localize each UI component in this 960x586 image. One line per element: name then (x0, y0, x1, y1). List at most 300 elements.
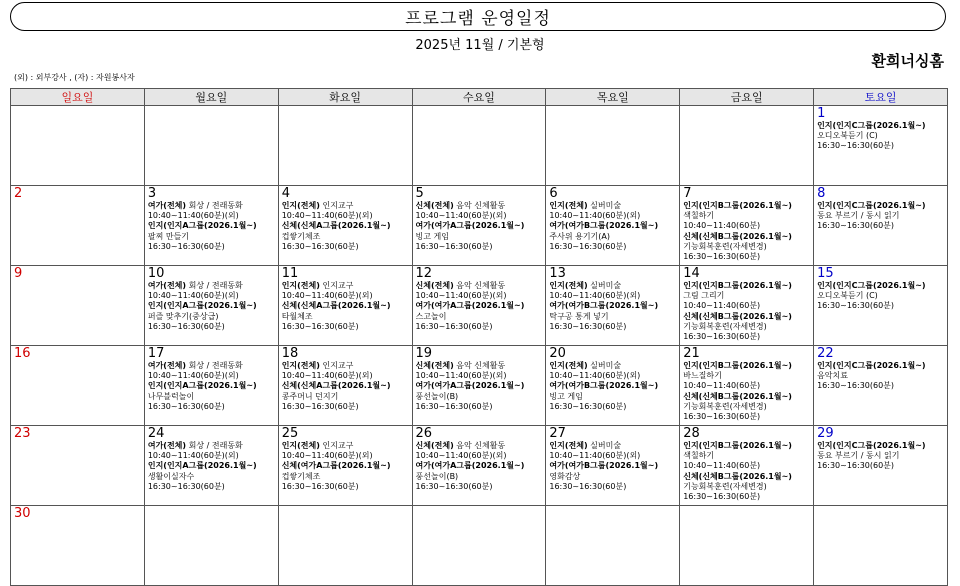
program-line (282, 312, 412, 322)
day-cell (278, 186, 412, 266)
program-detail: 16:30~16:30(60분) (415, 401, 493, 411)
program-line (148, 361, 278, 371)
program-line (282, 232, 412, 242)
program-line (817, 371, 947, 381)
program-line (416, 381, 546, 391)
program-line (549, 242, 679, 252)
program-category: 인지(전체) (281, 201, 320, 210)
program-detail: 16:30~16:30(60분) (683, 252, 761, 262)
day-cell (11, 186, 145, 266)
day-cell (546, 266, 680, 346)
day-cell (546, 426, 680, 506)
weekday-header-friday: 금요일 (680, 89, 814, 106)
program-line (683, 461, 813, 471)
program-category: 인지(전체) (549, 361, 588, 370)
program-category: 여가(여가B그룹(2026.1월~) (549, 221, 659, 231)
program-line (549, 482, 679, 492)
legend-note: (외) : 외부강사 , (자) : 자원봉사자 (14, 73, 135, 82)
program-line (549, 291, 679, 301)
day-cell (278, 106, 412, 186)
program-line (549, 301, 679, 311)
program-detail: 기능회복훈련(자세변경) (683, 241, 767, 251)
program-detail: 16:30~16:30(60분) (549, 241, 627, 251)
program-line (416, 441, 546, 451)
program-detail: 빙고 게임 (549, 391, 583, 401)
program-category: 신체(전체) (415, 201, 454, 210)
week-row (11, 186, 948, 266)
program-category: 신체(신체B그룹(2026.1월~) (683, 391, 792, 401)
program-line (817, 221, 947, 231)
program-detail: 10:40~11:40(60분)(외) (281, 291, 373, 301)
program-detail: 음악 신체활동 (453, 441, 506, 450)
program-detail: 16:30~16:30(60분) (281, 401, 359, 411)
program-line (148, 312, 278, 322)
program-detail: 색칠하기 (683, 451, 715, 461)
weekday-header-wednesday: 수요일 (412, 89, 546, 106)
program-line (416, 361, 546, 371)
program-line (683, 402, 813, 412)
program-line (148, 392, 278, 402)
program-category: 여가(여가A그룹(2026.1월~) (415, 461, 525, 471)
day-number: 8 (817, 186, 826, 201)
day-number: 14 (683, 266, 700, 281)
program-detail: 컵쌓기체조 (281, 231, 321, 241)
program-detail: 동요 부르기 / 동시 읽기 (817, 211, 900, 221)
day-number: 13 (549, 266, 566, 281)
day-cell (814, 506, 948, 586)
program-line (817, 121, 947, 131)
program-detail: 주사위 용기기(A) (549, 231, 611, 241)
program-line (416, 392, 546, 402)
day-number: 6 (549, 186, 558, 201)
program-category: 신체(신체A그룹(2026.1월~) (281, 221, 391, 231)
program-line (416, 232, 546, 242)
program-line (683, 451, 813, 461)
program-line (683, 441, 813, 451)
program-category: 인지(인지B그룹(2026.1월~) (683, 361, 792, 370)
program-category: 여가(여가A그룹(2026.1월~) (415, 301, 525, 311)
program-line (817, 361, 947, 371)
program-line (282, 371, 412, 381)
day-number: 26 (415, 426, 433, 441)
program-line (683, 482, 813, 492)
program-category: 신체(전체) (415, 281, 454, 290)
day-number: 12 (415, 266, 433, 281)
day-cell (412, 346, 546, 426)
program-detail: 동요 부르기 / 동시 읽기 (817, 451, 900, 461)
program-category: 인지(전체) (549, 441, 588, 450)
day-cell (814, 426, 948, 506)
program-line (549, 472, 679, 482)
program-line (549, 221, 679, 231)
program-line (416, 371, 546, 381)
program-line (282, 211, 412, 221)
program-detail: 영화감상 (549, 471, 581, 481)
program-category: 인지(인지B그룹(2026.1월~) (683, 201, 792, 210)
program-line (683, 371, 813, 381)
schedule-title-box (10, 2, 946, 31)
program-line (148, 482, 278, 492)
program-detail: 실버미술 (587, 441, 622, 450)
day-number: 2 (14, 186, 23, 201)
day-cell (11, 426, 145, 506)
program-line (817, 211, 947, 221)
day-cell (814, 266, 948, 346)
program-detail: 오디오북듣기 (C) (817, 131, 878, 141)
program-category: 인지(전체) (549, 281, 588, 290)
program-detail: 퍼즐 맞추기(중상급) (147, 311, 219, 321)
day-cell (144, 186, 278, 266)
day-number: 25 (281, 426, 299, 441)
program-line (416, 461, 546, 471)
program-detail: 10:40~11:40(60분)(외) (549, 451, 641, 461)
program-detail: 스고놀이 (415, 311, 447, 321)
program-detail: 16:30~16:30(60분) (147, 321, 225, 331)
program-line (148, 242, 278, 252)
day-number: 28 (683, 426, 700, 441)
program-line (683, 322, 813, 332)
weekday-header-saturday: 토요일 (814, 89, 948, 106)
week-row (11, 106, 948, 186)
day-cell (546, 506, 680, 586)
program-line (416, 451, 546, 461)
program-line (683, 492, 813, 502)
program-line (549, 232, 679, 242)
program-detail: 콩주머니 던지기 (281, 391, 339, 401)
program-line (416, 281, 546, 291)
day-number: 15 (817, 266, 834, 281)
day-cell (144, 106, 278, 186)
program-category: 여가(여가B그룹(2026.1월~) (549, 301, 659, 311)
weekday-header-monday: 월요일 (144, 89, 278, 106)
day-number: 29 (817, 426, 834, 441)
program-category: 신체(신체A그룹(2026.1월~) (281, 301, 391, 311)
day-number: 19 (415, 346, 433, 361)
day-cell (144, 506, 278, 586)
program-line (416, 201, 546, 211)
program-detail: 16:30~16:30(60분) (281, 321, 359, 331)
day-cell (680, 186, 814, 266)
program-detail: 16:30~16:30(60분) (549, 481, 627, 491)
program-detail: 16:30~16:30(60분) (415, 481, 493, 491)
program-line (282, 201, 412, 211)
program-line (148, 201, 278, 211)
program-detail: 음악 신체활동 (453, 201, 506, 210)
day-cell (11, 346, 145, 426)
program-category: 여가(전체) (147, 361, 187, 370)
day-cell (814, 346, 948, 426)
program-line (282, 242, 412, 252)
program-line (282, 291, 412, 301)
day-cell (144, 266, 278, 346)
program-line (282, 402, 412, 412)
day-number: 3 (147, 186, 157, 201)
day-cell (412, 266, 546, 346)
program-category: 인지(인지C그룹(2026.1월~) (817, 441, 926, 450)
day-cell (680, 426, 814, 506)
day-number: 18 (281, 346, 299, 361)
program-line (683, 232, 813, 242)
program-line (549, 392, 679, 402)
program-line (817, 461, 947, 471)
program-detail: 음악치료 (817, 371, 848, 381)
program-detail: 10:40~11:40(60분)(외) (147, 211, 239, 221)
program-line (148, 461, 278, 471)
page-subtitle: 2025년 11월 / 기본형 (415, 38, 545, 53)
day-number: 16 (14, 346, 31, 361)
program-category: 신체(여가A그룹(2026.1월~) (281, 461, 391, 471)
program-detail: 회상 / 전래동화 (186, 441, 243, 450)
program-detail: 바느질하기 (683, 371, 722, 381)
program-detail: 기능회복훈련(자세변경) (683, 321, 767, 331)
program-line (549, 441, 679, 451)
program-detail: 16:30~16:30(60분) (281, 481, 359, 491)
program-detail: 10:40~11:40(60분) (683, 301, 761, 311)
program-category: 여가(전체) (147, 201, 187, 210)
program-detail: 음악 신체활동 (453, 281, 506, 290)
program-line (817, 131, 947, 141)
program-line (683, 281, 813, 291)
program-category: 인지(인지C그룹(2026.1월~) (817, 281, 926, 290)
program-line (416, 322, 546, 332)
day-cell (680, 506, 814, 586)
program-detail: 색칠하기 (683, 211, 715, 221)
program-line (817, 451, 947, 461)
program-category: 신체(신체A그룹(2026.1월~) (281, 381, 391, 391)
day-number: 23 (14, 426, 31, 441)
program-detail: 팔찌 만들기 (147, 231, 190, 241)
program-detail: 실버미술 (587, 201, 622, 210)
program-category: 신체(신체B그룹(2026.1월~) (683, 471, 792, 481)
program-line (683, 381, 813, 391)
program-line (683, 291, 813, 301)
day-number: 21 (683, 346, 700, 361)
day-cell (412, 186, 546, 266)
program-category: 인지(전체) (281, 281, 320, 290)
program-detail: 10:40~11:40(60분)(외) (415, 211, 507, 221)
program-detail: 10:40~11:40(60분)(외) (549, 211, 641, 221)
day-number: 27 (549, 426, 566, 441)
program-line (683, 221, 813, 231)
program-line (683, 332, 813, 342)
program-category: 인지(인지B그룹(2026.1월~) (683, 281, 792, 290)
program-line (416, 472, 546, 482)
program-detail: 16:30~16:30(60분) (415, 241, 493, 251)
program-line (817, 281, 947, 291)
day-number: 7 (683, 186, 692, 201)
program-category: 인지(인지C그룹(2026.1월~) (817, 201, 926, 210)
day-cell (11, 506, 145, 586)
program-detail: 16:30~16:30(60분) (817, 301, 895, 311)
program-line (148, 371, 278, 381)
program-detail: 10:40~11:40(60분)(외) (415, 451, 507, 461)
program-line (683, 242, 813, 252)
program-line (416, 482, 546, 492)
day-number: 4 (281, 186, 290, 201)
program-detail: 10:40~11:40(60분)(외) (281, 371, 373, 381)
program-line (282, 461, 412, 471)
program-detail: 16:30~16:30(60분) (817, 381, 895, 391)
program-line (549, 312, 679, 322)
program-detail: 10:40~11:40(60분)(외) (415, 371, 507, 381)
program-category: 인지(인지A그룹(2026.1월~) (147, 221, 257, 231)
program-line (549, 461, 679, 471)
program-category: 신체(전체) (415, 441, 454, 450)
program-detail: 탁구공 통게 넣기 (549, 311, 609, 321)
day-number: 5 (415, 186, 424, 201)
day-cell (144, 346, 278, 426)
weekday-header-thursday: 목요일 (546, 89, 680, 106)
program-line (148, 472, 278, 482)
day-cell (546, 186, 680, 266)
program-detail: 16:30~16:30(60분) (147, 401, 225, 411)
program-line (148, 221, 278, 231)
program-detail: 풍선놀이(B) (415, 391, 459, 401)
program-line (683, 252, 813, 262)
program-detail: 회상 / 전래동화 (186, 281, 243, 290)
day-number: 9 (14, 266, 23, 281)
program-line (282, 381, 412, 391)
program-line (148, 211, 278, 221)
program-line (683, 392, 813, 402)
program-detail: 16:30~16:30(60분) (817, 141, 895, 151)
program-detail: 오디오북듣기 (C) (817, 291, 878, 301)
program-detail: 회상 / 전래동화 (186, 361, 243, 370)
week-row (11, 506, 948, 586)
day-cell (546, 346, 680, 426)
day-cell (144, 426, 278, 506)
day-number: 22 (817, 346, 834, 361)
program-line (683, 201, 813, 211)
program-line (817, 201, 947, 211)
program-detail: 16:30~16:30(60분) (147, 241, 225, 251)
day-number: 24 (147, 426, 165, 441)
program-line (683, 412, 813, 422)
page-title: 프로그램 운영일정 (405, 9, 551, 29)
program-line (282, 221, 412, 231)
weekday-header-row (11, 89, 948, 106)
day-cell (814, 106, 948, 186)
program-category: 여가(여가B그룹(2026.1월~) (549, 461, 659, 471)
day-cell (278, 506, 412, 586)
program-category: 여가(여가A그룹(2026.1월~) (415, 381, 525, 391)
program-line (282, 392, 412, 402)
program-line (148, 281, 278, 291)
program-line (683, 211, 813, 221)
program-detail: 타월체조 (281, 311, 313, 321)
program-line (549, 281, 679, 291)
program-detail: 10:40~11:40(60분)(외) (415, 291, 507, 301)
day-cell (412, 506, 546, 586)
program-line (148, 381, 278, 391)
program-detail: 인지교구 (319, 201, 354, 210)
program-line (549, 402, 679, 412)
program-detail: 10:40~11:40(60분)(외) (147, 371, 239, 381)
program-category: 인지(전체) (281, 441, 320, 450)
program-detail: 인지교구 (319, 361, 354, 370)
program-line (282, 441, 412, 451)
program-detail: 인지교구 (319, 281, 354, 290)
organization-name: 환희너싱홈 (871, 52, 944, 70)
program-detail: 음악 신체활동 (453, 361, 506, 370)
program-line (148, 232, 278, 242)
week-row (11, 426, 948, 506)
program-line (148, 322, 278, 332)
calendar-body (11, 106, 948, 586)
program-detail: 10:40~11:40(60분)(외) (281, 451, 373, 461)
week-row (11, 266, 948, 346)
program-detail: 그림 그리기 (683, 291, 725, 301)
program-category: 인지(전체) (281, 361, 320, 370)
weekday-header-tuesday: 화요일 (278, 89, 412, 106)
day-cell (11, 266, 145, 346)
program-line (282, 482, 412, 492)
day-cell (680, 106, 814, 186)
program-category: 인지(인지A그룹(2026.1월~) (147, 301, 257, 311)
program-line (817, 381, 947, 391)
program-detail: 컵쌓기체조 (281, 471, 321, 481)
program-category: 인지(인지A그룹(2026.1월~) (147, 381, 257, 391)
program-detail: 10:40~11:40(60분)(외) (147, 291, 239, 301)
day-cell (278, 426, 412, 506)
program-line (416, 221, 546, 231)
day-cell (680, 346, 814, 426)
program-category: 인지(인지C그룹(2026.1월~) (817, 361, 926, 370)
program-detail: 10:40~11:40(60분) (683, 381, 761, 391)
program-line (416, 301, 546, 311)
program-line (148, 451, 278, 461)
program-category: 인지(전체) (549, 201, 588, 210)
program-detail: 나무블럭놀이 (147, 391, 195, 401)
day-cell (278, 266, 412, 346)
day-cell (278, 346, 412, 426)
program-line (817, 291, 947, 301)
program-detail: 기능회복훈련(자세변경) (683, 401, 767, 411)
day-number: 1 (817, 106, 826, 121)
program-category: 인지(인지C그룹(2026.1월~) (817, 121, 926, 130)
program-line (549, 322, 679, 332)
program-detail: 16:30~16:30(60분) (817, 461, 895, 471)
program-category: 신체(신체B그룹(2026.1월~) (683, 231, 792, 241)
program-detail: 16:30~16:30(60분) (817, 221, 895, 231)
program-detail: 기능회복훈련(자세변경) (683, 481, 767, 491)
program-detail: 10:40~11:40(60분)(외) (549, 291, 641, 301)
program-line (282, 322, 412, 332)
program-line (282, 301, 412, 311)
program-category: 신체(전체) (415, 361, 454, 370)
program-line (683, 472, 813, 482)
program-line (549, 381, 679, 391)
program-detail: 16:30~16:30(60분) (549, 401, 627, 411)
day-number: 10 (147, 266, 165, 281)
day-cell (814, 186, 948, 266)
program-line (549, 451, 679, 461)
day-number: 17 (147, 346, 165, 361)
day-cell (680, 266, 814, 346)
program-category: 인지(인지B그룹(2026.1월~) (683, 441, 792, 450)
program-line (148, 301, 278, 311)
program-detail: 인지교구 (319, 441, 354, 450)
program-detail: 16:30~16:30(60분) (281, 241, 359, 251)
calendar-table (10, 88, 948, 586)
program-detail: 16:30~16:30(60분) (683, 332, 761, 342)
program-detail: 16:30~16:30(60분) (415, 321, 493, 331)
day-cell (546, 106, 680, 186)
program-detail: 빙고 게임 (415, 231, 449, 241)
program-detail: 생활이실자수 (147, 471, 195, 481)
program-detail: 실버미술 (587, 361, 622, 370)
program-detail: 16:30~16:30(60분) (549, 321, 627, 331)
